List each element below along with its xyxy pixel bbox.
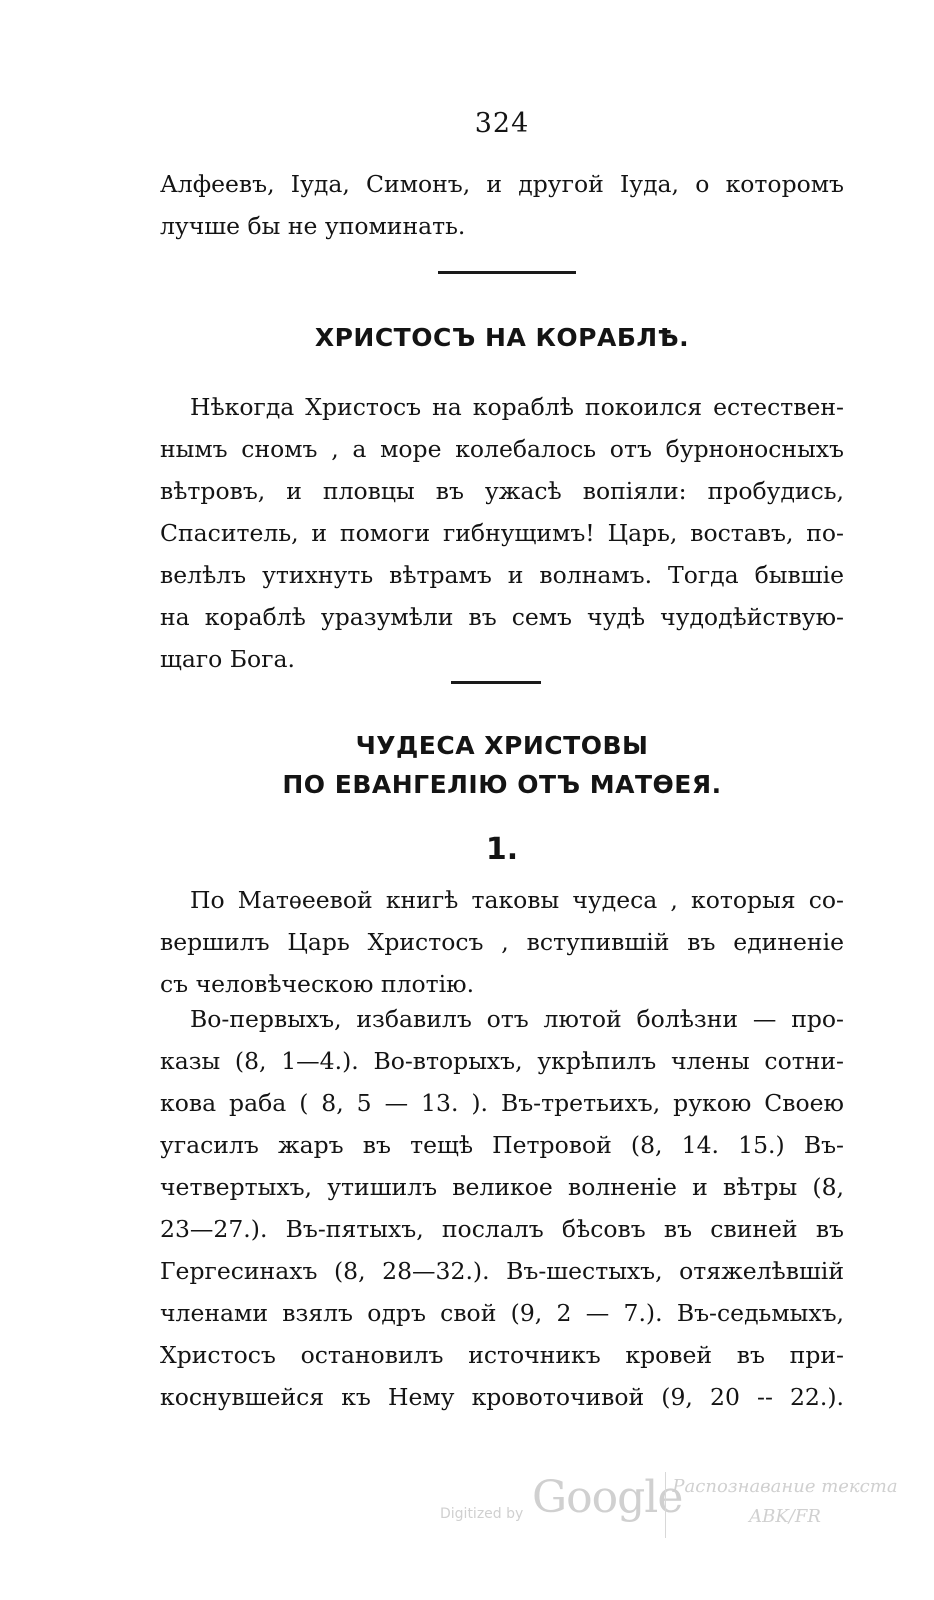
watermark-digitized-text: Digitized by — [440, 1506, 524, 1522]
text-line: Гергесинахъ (8, 28—32.). Въ-шестыхъ, отяжелѣвшій — [160, 1257, 844, 1285]
watermark-divider — [665, 1472, 666, 1538]
digitization-watermark — [440, 1462, 910, 1542]
section-title-line-1: ЧУДЕСА ХРИСТОВЫ — [355, 731, 649, 760]
text-line: членами взялъ одръ свой (9, 2 — 7.). Въ-седьмыхъ, — [160, 1299, 844, 1327]
text-line: на кораблѣ уразумѣли въ семъ чудѣ чудодѣйствую- — [160, 603, 844, 631]
text-line: Спаситель, и помоги гибнущимъ! Царь, воставъ, по- — [160, 519, 844, 547]
section-divider — [438, 271, 576, 274]
text-line: кова раба ( 8, 5 — 13. ). Въ-третьихъ, рукою Своею — [160, 1089, 844, 1117]
text-line: казы (8, 1—4.). Во-вторыхъ, укрѣпилъ члены сотни- — [160, 1047, 844, 1075]
text-line: Христосъ остановилъ источникъ кровей въ при- — [160, 1341, 844, 1369]
text-line: угасилъ жаръ въ тещѣ Петровой (8, 14. 15.) Въ- — [160, 1131, 844, 1159]
text-line: коснувшейся къ Нему кровоточивой (9, 20 -- 22.). — [160, 1383, 844, 1411]
text-line: Нѣкогда Христосъ на кораблѣ покоился естествен- — [190, 393, 844, 421]
section-paragraph — [160, 386, 844, 680]
watermark-credit — [670, 1472, 900, 1532]
text-line: нымъ сномъ , а море колебалось отъ бурноносныхъ — [160, 435, 844, 463]
subsection-number: 1. — [485, 832, 519, 867]
text-line: Во-первыхъ, избавилъ отъ лютой болѣзни — про- — [190, 1005, 844, 1033]
text-line: щаго Бога. — [160, 645, 295, 673]
text-line: велѣлъ утихнуть вѣтрамъ и волнамъ. Тогда бывшіе — [160, 561, 844, 589]
text-line: Алфеевъ, Іуда, Симонъ, и другой Іуда, о которомъ — [160, 170, 844, 198]
section-divider — [451, 681, 541, 684]
text-line: четвертыхъ, утишилъ великое волненіе и вѣтры (8, — [160, 1173, 844, 1201]
text-line: вершилъ Царь Христосъ , вступившій въ единеніе — [160, 928, 844, 956]
watermark-google-logo: Google — [532, 1472, 683, 1523]
intro-paragraph — [160, 163, 844, 247]
page-number: 324 — [474, 108, 530, 139]
section-paragraph — [160, 998, 844, 1418]
watermark-credit-line-2: ABK/FR — [749, 1506, 821, 1527]
section-paragraph — [160, 879, 844, 1005]
text-line: съ человѣческою плотію. — [160, 970, 475, 998]
text-line: лучше бы не упоминать. — [160, 212, 466, 240]
book-page — [160, 0, 844, 1600]
section-title: ХРИСТОСЪ НА КОРАБЛѢ. — [314, 323, 690, 352]
section-title-line-2: ПО ЕВАНГЕЛІЮ ОТЪ МАТѲЕЯ. — [282, 770, 722, 799]
text-line: вѣтровъ, и пловцы въ ужасѣ вопіяли: пробудись, — [160, 477, 844, 505]
watermark-credit-line-1: Распознавание текста — [672, 1476, 898, 1497]
text-line: По Матѳеевой книгѣ таковы чудеса , которыя со- — [190, 886, 844, 914]
text-line: 23—27.). Въ-пятыхъ, послалъ бѣсовъ въ свиней въ — [160, 1215, 844, 1243]
